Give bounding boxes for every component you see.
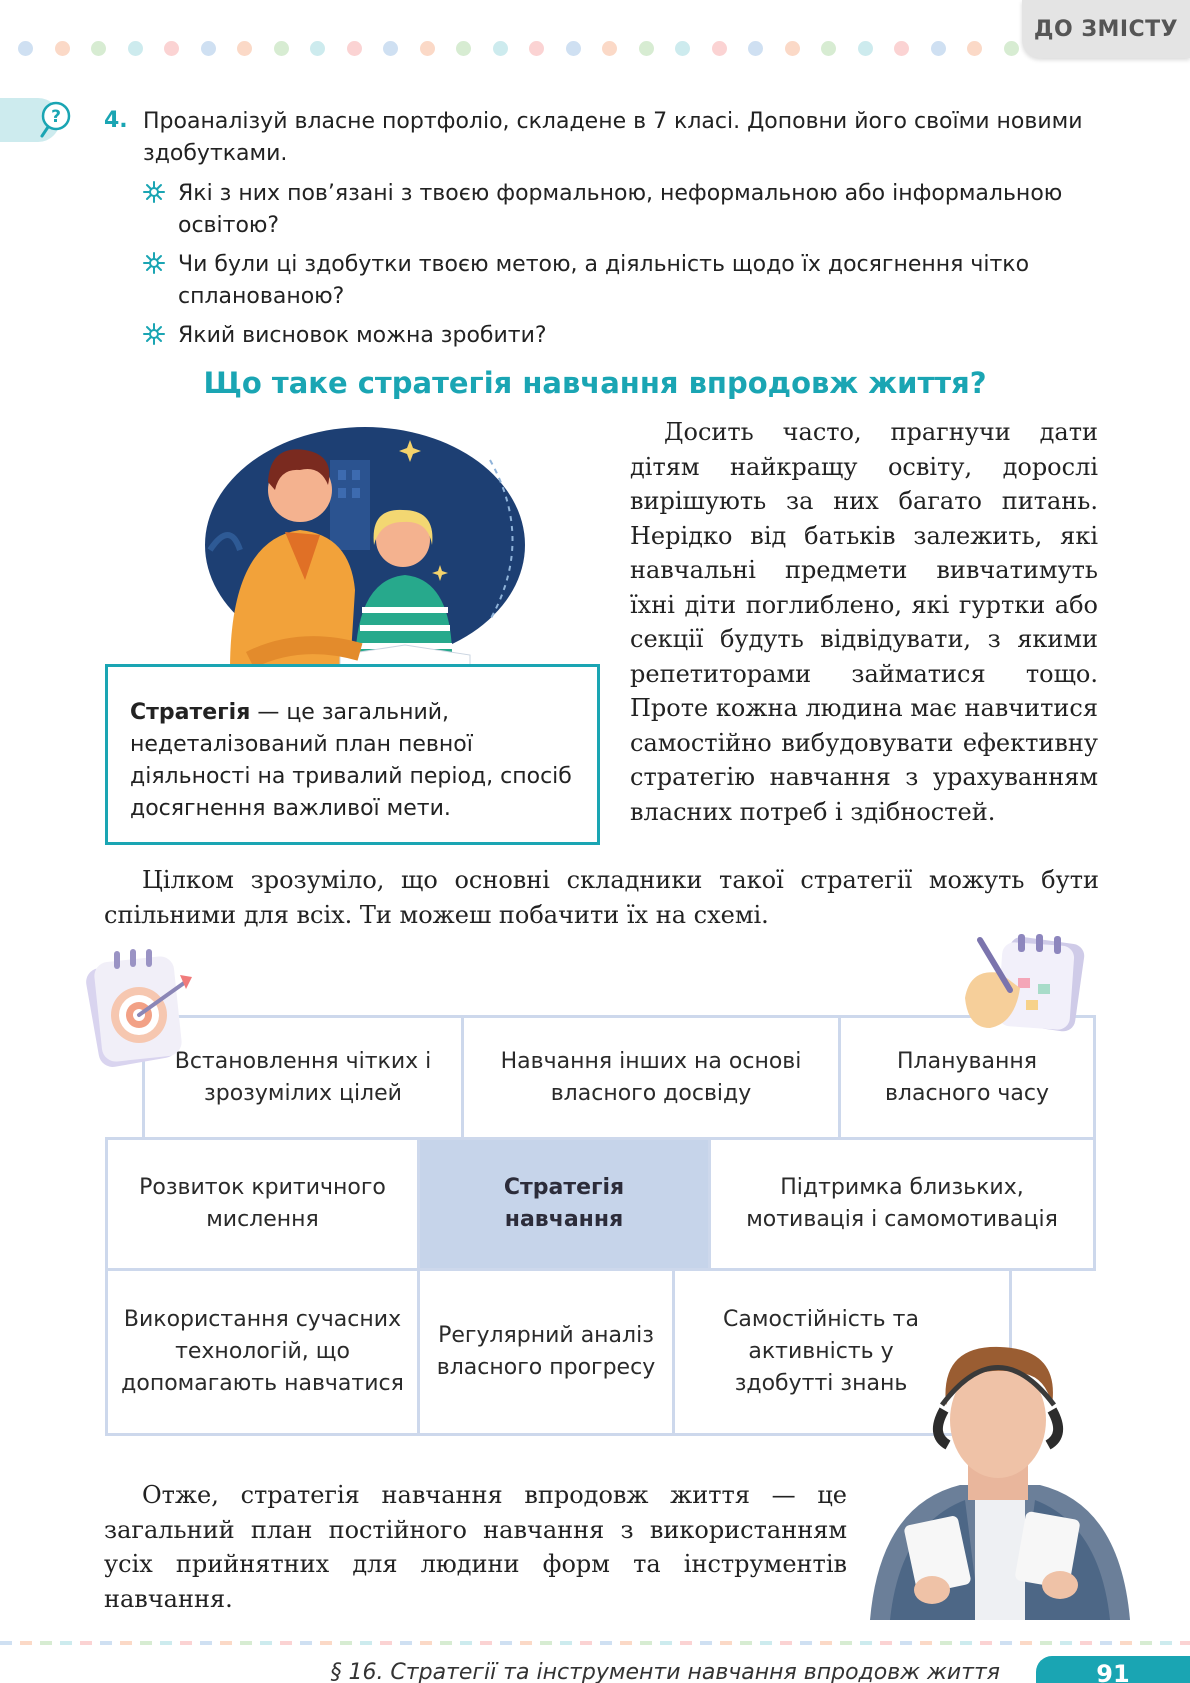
footer-dash <box>780 1641 792 1645</box>
footer-dash <box>320 1641 332 1645</box>
decorative-dot <box>894 41 909 56</box>
footer-dash <box>60 1641 72 1645</box>
footer-dash <box>480 1641 492 1645</box>
decorative-dot <box>18 41 33 56</box>
toc-link[interactable]: ДО ЗМІСТУ <box>1022 0 1190 58</box>
target-calendar-icon <box>84 945 194 1075</box>
footer-dash <box>500 1641 512 1645</box>
decorative-dot <box>566 41 581 56</box>
footer-dash <box>100 1641 112 1645</box>
footer-dash <box>140 1641 152 1645</box>
decorative-dot <box>274 41 289 56</box>
calendar-hand-icon <box>960 928 1090 1038</box>
svg-text:?: ? <box>51 107 61 127</box>
footer-dash <box>220 1641 232 1645</box>
footer-dashed-line <box>0 1641 1190 1645</box>
footer-dash <box>940 1641 952 1645</box>
footer-dash <box>380 1641 392 1645</box>
decorative-dot <box>201 41 216 56</box>
sparkle-icon <box>142 180 166 204</box>
task-text: Проаналізуй власне портфоліо, складене в 7 класі. Доповни його своїми новими здобутками. <box>143 109 1083 166</box>
section-heading: Що таке стратегія навчання впродовж життя? <box>203 366 987 400</box>
sparkle-icon <box>142 251 166 275</box>
decorative-dot <box>237 41 252 56</box>
footer-dash <box>580 1641 592 1645</box>
scheme-cell-independence: Самостійність та активність у здобутті знань <box>672 1268 1012 1436</box>
definition-term: Стратегія <box>130 700 251 725</box>
footer-dash <box>280 1641 292 1645</box>
footer-dash <box>700 1641 712 1645</box>
decorative-dot <box>91 41 106 56</box>
decorative-dot <box>1004 41 1019 56</box>
decorative-dot <box>675 41 690 56</box>
footer-dash <box>600 1641 612 1645</box>
footer-dash <box>1120 1641 1132 1645</box>
decorative-dot <box>383 41 398 56</box>
scheme-cell-goals: Встановлення чітких і зрозумілих цілей <box>142 1015 464 1140</box>
footer-dash <box>1020 1641 1032 1645</box>
scheme-cell-teaching-others: Навчання інших на основі власного досвіду <box>461 1015 841 1140</box>
footer-dash <box>460 1641 472 1645</box>
footer-dash <box>1180 1641 1190 1645</box>
task-bullet <box>142 249 1102 313</box>
decorative-dot <box>55 41 70 56</box>
task-bullet <box>142 320 1102 352</box>
bullet-text: Які з них пов’язані з твоєю формальною, неформальною або інформальною освітою? <box>178 181 1063 238</box>
footer-dash <box>880 1641 892 1645</box>
footer-dash <box>160 1641 172 1645</box>
sparkle-icon <box>142 322 166 346</box>
decorative-dot <box>858 41 873 56</box>
footer-dash <box>340 1641 352 1645</box>
page-number: 91 <box>1036 1656 1190 1683</box>
footer-dash <box>420 1641 432 1645</box>
footer-dash <box>1100 1641 1112 1645</box>
decorative-dot <box>310 41 325 56</box>
footer-dash <box>980 1641 992 1645</box>
footer-dash <box>40 1641 52 1645</box>
footer-dash <box>740 1641 752 1645</box>
footer-dash <box>640 1641 652 1645</box>
footer-dash <box>360 1641 372 1645</box>
footer-dash <box>0 1641 12 1645</box>
bullet-text: Який висновок можна зробити? <box>178 323 547 348</box>
decorative-dot <box>456 41 471 56</box>
teen-boy-photo <box>870 1335 1130 1620</box>
scheme-intro-paragraph: Цілком зрозуміло, що основні складники такої стратегії можуть бути спільними для всіх. Ти можеш побачити їх на схемі. <box>104 866 1099 929</box>
decorative-dot <box>493 41 508 56</box>
decorative-dot <box>931 41 946 56</box>
decorative-dot <box>347 41 362 56</box>
footer-dash <box>720 1641 732 1645</box>
decorative-dot <box>821 41 836 56</box>
footer-dash <box>1040 1641 1052 1645</box>
footer-dash <box>260 1641 272 1645</box>
decorative-dot <box>785 41 800 56</box>
footer-dash <box>800 1641 812 1645</box>
footer-dash <box>80 1641 92 1645</box>
decorative-dot <box>639 41 654 56</box>
footer-dash <box>300 1641 312 1645</box>
scheme-cell-critical-thinking: Розвиток критичного мислення <box>105 1137 420 1271</box>
decorative-dot <box>712 41 727 56</box>
footer-dash <box>200 1641 212 1645</box>
footer-dash <box>820 1641 832 1645</box>
decorative-dot <box>420 41 435 56</box>
footer-dash <box>840 1641 852 1645</box>
footer-dash <box>1000 1641 1012 1645</box>
footer-dash <box>400 1641 412 1645</box>
footer-dash <box>620 1641 632 1645</box>
decorative-dot <box>164 41 179 56</box>
decorative-dot <box>748 41 763 56</box>
conclusion-paragraph: Отже, стратегія навчання впродовж життя — це загальний план постійного навчання з використанням усіх прийнятних для людини форм та інструментів навчання. <box>104 1481 847 1613</box>
footer-dash <box>560 1641 572 1645</box>
footer-dash <box>860 1641 872 1645</box>
scheme-cell-technologies: Використання сучасних технологій, що допомагають навчатися <box>105 1268 420 1436</box>
footer-dash <box>960 1641 972 1645</box>
scheme-cell-center: Стратегія навчання <box>417 1137 711 1271</box>
footer-dash <box>540 1641 552 1645</box>
footer-dash <box>20 1641 32 1645</box>
definition-box <box>105 664 600 845</box>
decorative-dot <box>128 41 143 56</box>
footer-dash <box>760 1641 772 1645</box>
footer-dash <box>1160 1641 1172 1645</box>
footer-dash <box>680 1641 692 1645</box>
scheme-cell-support: Підтримка близьких, мотивація і самомотивація <box>708 1137 1096 1271</box>
decorative-dot <box>529 41 544 56</box>
scheme-cell-progress-analysis: Регулярний аналіз власного прогресу <box>417 1268 675 1436</box>
task-bullet <box>142 178 1102 242</box>
scheme-cell-time-planning: Планування власного часу <box>838 1015 1096 1140</box>
footer-dash <box>1060 1641 1072 1645</box>
footer-dash <box>660 1641 672 1645</box>
bullet-text: Чи були ці здобутки твоєю метою, а діяльність щодо їх досягнення чітко спланованою? <box>178 252 1030 309</box>
chapter-title: § 16. Стратегії та інструменти навчання впродовж життя <box>330 1660 1000 1683</box>
footer-dash <box>920 1641 932 1645</box>
parent-child-illustration <box>190 420 530 670</box>
decorative-dot-row <box>18 38 1028 58</box>
footer-dash <box>1140 1641 1152 1645</box>
task-number: 4. <box>104 108 128 133</box>
decorative-dot <box>602 41 617 56</box>
footer-dash <box>180 1641 192 1645</box>
footer-dash <box>120 1641 132 1645</box>
footer-dash <box>1080 1641 1092 1645</box>
footer-dash <box>240 1641 252 1645</box>
decorative-dot <box>967 41 982 56</box>
intro-paragraph: Досить часто, прагнучи дати дітям найкращу освіту, дорослі вирішують за них багато питань. Нерідко від батьків залежить, які навчальні предмети вивчатимуть їхні діти поглиблено, які гуртки або секції будуть відвідувати, з якими репетиторами займатися тощо. Проте кожна людина має навчитися самостійно вибудовувати ефективну стратегію навчання з урахуванням власних потреб і здібностей. <box>630 418 1098 826</box>
footer-dash <box>440 1641 452 1645</box>
question-icon <box>34 100 74 140</box>
footer-dash <box>520 1641 532 1645</box>
definition-text: — це загальний, недеталізований план певної діяльності на тривалий період, спосіб досягнення важливої мети. <box>130 700 572 821</box>
footer-dash <box>900 1641 912 1645</box>
